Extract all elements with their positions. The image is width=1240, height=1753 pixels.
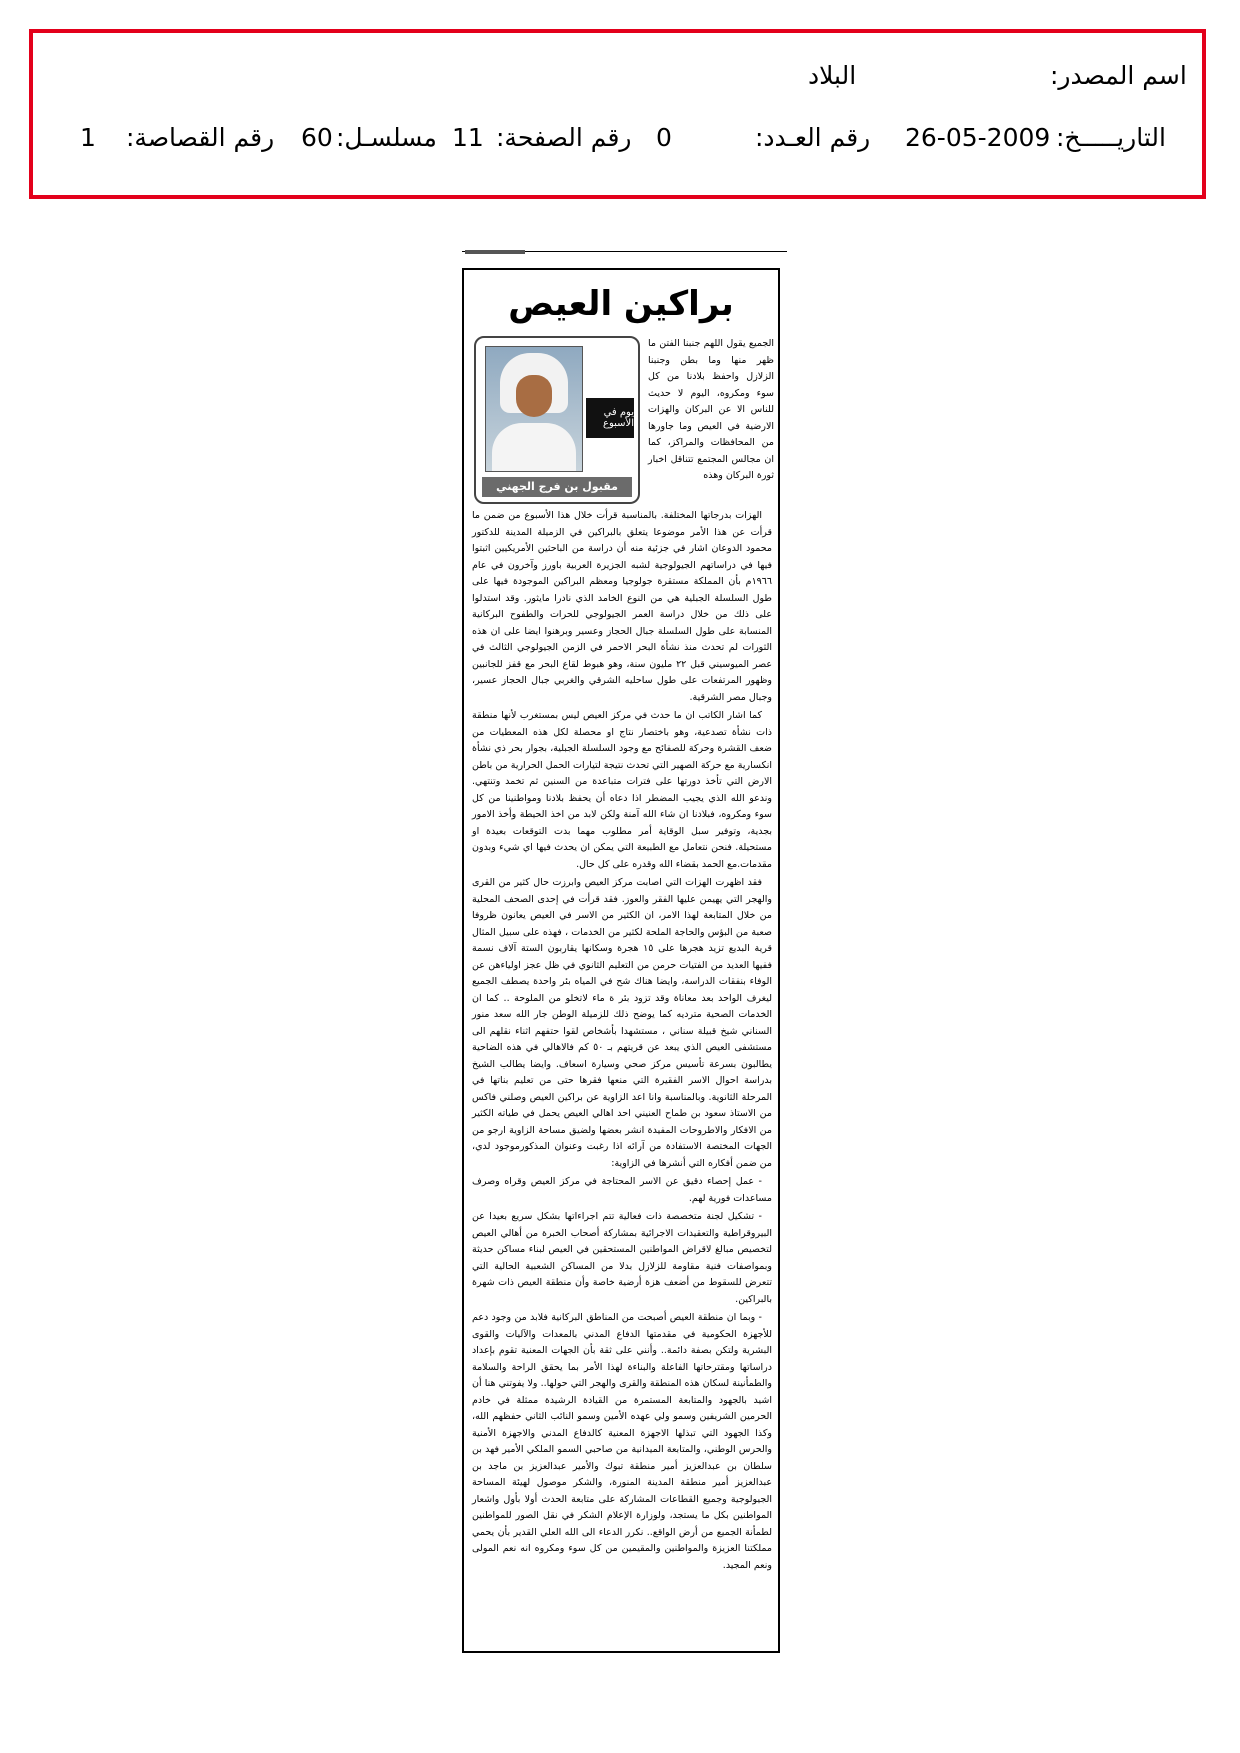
article-body — [472, 508, 772, 1648]
article-paragraph: - وبما ان منطقة العيص أصبحت من المناطق البركانية فلابد من وجود دعم للأجهزة الحكومية في مقدمتها الدفاع المدني بالمعدات والآليات والقوى البشرية ولتكن بصفة دائمة.. وأنني على ثقة بأن الجهات المعنية تقوم بإعداد دراساتها ومقترحاتها الفاعلة والبناءة لهذا الأمر بما يحقق الراحة والسلامة والطمأنينة لسكان هذه المنطقة والقرى والهجر التي حولها.. ولا يفوتني هنا أن اشيد بالجهود والمتابعة المستمرة من القيادة الرشيدة ممثلة في خادم الحرمين الشريفين وسمو ولي عهده الأمين وسمو النائب الثاني حفظهم الله، وكذا الجهود التي تبذلها الاجهزة المعنية كالدفاع المدني والاجهزة الأمنية والحرس الوطني، والمتابعة الميدانية من صاحبي السمو الملكي الأمير فهد بن سلطان بن عبدالعزيز أمير منطقة تبوك والأمير عبدالعزيز بن ماجد بن عبدالعزيز أمير منطقة المدينة المنورة، والشكر موصول لهيئة المساحة الجيولوجية وجميع القطاعات المشاركة على متابعة الحدث أولا بأول واشعار المواطنين بكل ما يستجد، ولوزارة الإعلام الشكر في نقل الصور للمواطنين لطمأنة الجميع من أرض الواقع.. نكرر الدعاء الى الله العلي القدير بأن يحمي مملكتنا العزيزة والمواطنين والمقيمين من كل سوء ومكروه انه نعم المولى ونعم المجيد. — [472, 1312, 772, 1571]
column-badge: يوم في الأسبوع — [586, 398, 634, 438]
serial-value: 60 — [301, 123, 333, 152]
serial-label: مسلسـل: — [336, 123, 437, 152]
source-label: اسم المصدر: — [1050, 61, 1187, 90]
issue-value: 0 — [656, 123, 672, 152]
date-label: التاريـــــخ: — [1056, 123, 1166, 152]
newspaper-clipping — [462, 268, 780, 1653]
article-paragraph: فقد اظهرت الهزات التي اصابت مركز العيص وابرزت حال كثير من القرى والهجر التي يهيمن عليها الفقر والعوز. فقد قرأت في إحدى الصحف المحلية من خلال المتابعة لهذا الامر، ان الكثير من الاسر في العيص يعانون ظروفا صعبة من البؤس والحاجة الملحة لكثير من الخدمات ، فهذه على سبيل المثال قرية البديع تزيد هجرها على ١٥ هجرة وسكانها يقاربون الستة آلاف نسمة ففيها العديد من الفتيات حرمن من التعليم الثانوي في ظل عجز اولياءهن عن الوفاء بنفقات الدراسة، وايضا هناك شح في المياه بئر واحدة يصطف الجميع ليغرف الواحد بعد معاناة وقد تزود بئر ة ماء لاتخلو من الملوحة .. كما ان الخدمات الصحية مترديه كما يوضح ذلك للزميلة الوطن جار الله سعد منور السناني شيخ قبيلة سناني ، مستشهدا بأشخاص لقوا حتفهم اثناء نقلهم الى مستشفى العيص الذي يبعد عن قريتهم بـ ٥٠ كم فالاهالي في هذه الضاحية يطالبون بسرعة تأسيس مركز صحي وسيارة اسعاف. وايضا يطالب الشيخ بدراسة احوال الاسر الفقيرة التي منعها فقرها حتى من تعليم بناتها في المرحلة الثانوية. وبالمناسبة وانا اعد الزاوية عن براكين العيص وصلني فاكس من الاستاذ سعود بن طماح العنيني احد اهالي العيص يحمل في طياته الكثير من الافكار والاطروحات المفيدة انشر بعضها ولضيق مساحة الزاوية ارجو من الجهات المختصة الاستفادة من آرائه اذا رغبت وعنوان المذكورموجود لدي، من ضمن أفكاره التي أنشرها في الزاوية: — [472, 877, 772, 1169]
article-paragraph: - تشكيل لجنة متخصصة ذات فعالية تتم اجراءاتها بشكل سريع بعيدا عن البيروقراطية والتعقيدات الاجرائية بمشاركة أصحاب الخبرة من أهالي العيص لتخصيص مبالغ لاقراض المواطنين المستحقين في العيص لبناء مساكن حديثة وبمواصفات فنية مقاومة للزلازل بدلا من المساكن الشعبية الحالية التي تتعرض للسقوط من أضعف هزة أرضية خاصة وأن منطقة العيص ذات شهرة بالبراكين. — [472, 1211, 772, 1305]
clipping-metadata-box — [29, 29, 1206, 199]
clip-top-rule-accent — [465, 250, 525, 254]
author-card — [474, 336, 640, 504]
date-value: 26-05-2009 — [905, 123, 1051, 152]
clip-number-label: رقم القصاصة: — [126, 123, 275, 152]
author-name: مقبول بن فرج الجهني — [482, 477, 632, 497]
issue-label: رقم العـدد: — [755, 123, 871, 152]
article-paragraph: الهزات بدرجاتها المختلفة. بالمناسبة قرأت خلال هذا الأسبوع من ضمن ما قرأت عن هذا الأمر موضوعا يتعلق بالبراكين في الزميلة المدينة للدكتور محمود الدوعان اشار في جزئية منه أن دراسة من الباحثين الأمريكيين اثبتوا فيها في دراساتهم الجيولوجية لشبه الجزيرة العربية باورز وآخرون في عام ١٩٦٦م بأن المملكة مستقرة جولوجيا ومعظم البراكين الموجودة فيها على طول السلسلة الجبلية هي من النوع الخامد الذي نادرا مايثور. وقد استدلوا على ذلك من خلال دراسة العمر الجيولوجي للحرات والطفوح البركانية المنسابة على طول السلسلة جبال الحجاز وعسير وبرهنوا ايضا على ان هذه الثورات لم تحدث منذ نشأة البحر الاحمر في الزمن الجيولوجي الثالث في عصر الميوسيني قبل ٢٢ مليون سنة، وهو هبوط لقاع البحر مع قفز للجانبين وظهور المرتفعات على طول ساحليه الشرقي والغربي جبال الحجاز عسير، وجبال مصر الشرقية. — [472, 510, 772, 703]
article-paragraph: كما اشار الكاتب ان ما حدث في مركز العيص ليس بمستغرب لأنها منطقة ذات نشأة تصدعية، وهو باختصار نتاج او محصلة لكل هذه المعطيات من ضعف القشرة وحركة للصفائح مع وجود السلسلة الجبلية، بجوار بحر ذي نشأة انكسارية مع حركة الصهير التي تحدث نتيجة لتيارات الحمل الحرارية من باطن الارض التي تأخذ دورتها على فترات متباعدة من السنين ثم تخمد وتنتهي. وندعو الله الذي يجيب المضطر اذا دعاه أن يحفظ بلادنا ومواطنينا من كل سوء ومكروه، فبلادنا ان شاء الله آمنة ولكن لابد من اخذ الحيطة وأخذ الامور بجدية، وتوفير سبل الوقاية أمر مطلوب مهما بدت التوقعات بعيدة او مستحيلة. فنحن نتعامل مع الطبيعة التي يمكن ان يحدث فيها اي شيء وبدون مقدمات.مع الحمد بقضاء الله وقدره على كل حال. — [472, 710, 772, 870]
page-value: 11 — [452, 123, 484, 152]
article-intro: الجميع يقول اللهم جنبنا الفتن ما ظهر منها وما بطن وجنبنا الزلازل واحفظ بلادنا من كل سوء ومكروه، اليوم لا حديث للناس الا عن البركان والهزات الارضية في العيص وما جاورها من المحافظات والمراكز، كما ان مجالس المجتمع تتناقل اخبار ثورة البركان وهذه — [648, 338, 774, 481]
article-paragraph: - عمل إحصاء دقيق عن الاسر المحتاجة في مركز العيص وقراه وصرف مساعدات فورية لهم. — [472, 1176, 772, 1204]
article-title: براكين العيص — [508, 284, 734, 324]
author-photo — [485, 346, 583, 472]
clip-number-value: 1 — [80, 123, 96, 152]
source-value: البلاد — [808, 61, 857, 90]
page-label: رقم الصفحة: — [496, 123, 632, 152]
